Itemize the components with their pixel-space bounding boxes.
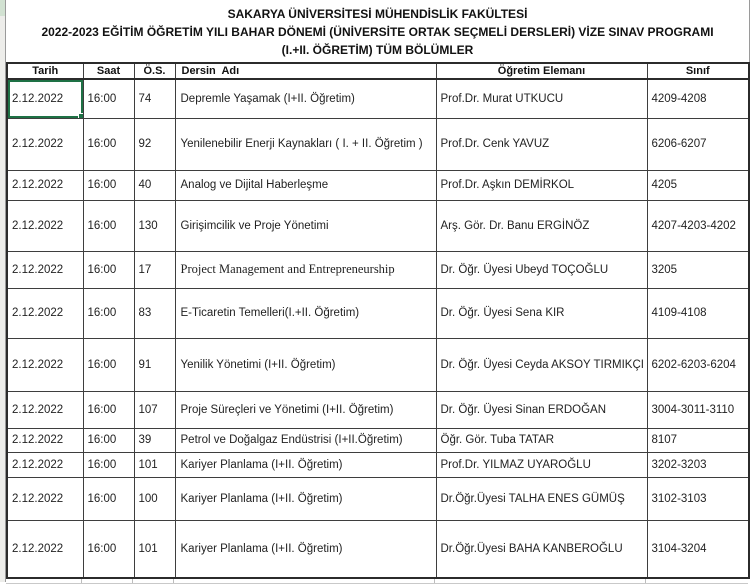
header-saat[interactable]: Saat <box>83 63 134 79</box>
cell-tarih[interactable]: 2.12.2022 <box>7 391 83 428</box>
cell-ogretim-elemani[interactable]: Öğr. Gör. Tuba TATAR <box>436 428 647 452</box>
cell-dersin-adi[interactable]: Analog ve Dijital Haberleşme <box>175 170 436 200</box>
partial-cell <box>435 579 646 583</box>
cell-dersin-adi[interactable]: Kariyer Planlama (I+II. Öğretim) <box>175 452 436 477</box>
cell-ogretim-elemani[interactable]: Dr. Öğr. Üyesi Sena KIR <box>436 288 647 338</box>
cell-saat[interactable]: 16:00 <box>83 477 134 520</box>
table-row <box>7 477 749 520</box>
cell-ogretim-elemani[interactable]: Prof.Dr. Murat UTKUCU <box>436 79 647 118</box>
cell-tarih[interactable]: 2.12.2022 <box>7 79 83 118</box>
cell-saat[interactable]: 16:00 <box>83 520 134 578</box>
cell-ogretim-elemani[interactable]: Dr. Öğr. Üyesi Ceyda AKSOY TIRMIKÇI <box>436 338 647 391</box>
cell-ogretim-elemani[interactable]: Prof.Dr. YILMAZ UYAROĞLU <box>436 452 647 477</box>
cell-os[interactable]: 91 <box>134 338 175 391</box>
cell-dersin-adi[interactable]: Petrol ve Doğalgaz Endüstrisi (I+II.Öğretim) <box>175 428 436 452</box>
cell-os[interactable]: 74 <box>134 79 175 118</box>
cell-sinif[interactable]: 4109-4108 <box>647 288 749 338</box>
cell-saat[interactable]: 16:00 <box>83 118 134 170</box>
cell-sinif[interactable]: 4209-4208 <box>647 79 749 118</box>
table-row <box>7 170 749 200</box>
cell-dersin-adi[interactable]: Girişimcilik ve Proje Yönetimi <box>175 200 436 251</box>
title-line-2: 2022-2023 EĞİTİM ÖĞRETİM YILI BAHAR DÖNEMİ (ÜNİVERSİTE ORTAK SEÇMELİ DERSLERİ) VİZE SINAV PROGRAMI <box>41 25 714 39</box>
title-line-3: (I.+II. ÖĞRETİM) TÜM BÖLÜMLER <box>281 43 474 57</box>
cell-sinif[interactable]: 6202-6203-6204 <box>647 338 749 391</box>
table-row <box>7 200 749 251</box>
cell-sinif[interactable]: 4205 <box>647 170 749 200</box>
exam-schedule-table <box>6 62 750 579</box>
table-row <box>7 428 749 452</box>
cell-dersin-adi[interactable]: Yenilik Yönetimi (I+II. Öğretim) <box>175 338 436 391</box>
cell-os[interactable]: 17 <box>134 251 175 288</box>
table-row <box>7 338 749 391</box>
table-row <box>7 520 749 578</box>
table-row <box>7 251 749 288</box>
cell-saat[interactable]: 16:00 <box>83 170 134 200</box>
cell-dersin-adi[interactable]: Depremle Yaşamak (I+II. Öğretim) <box>175 79 436 118</box>
cell-saat[interactable]: 16:00 <box>83 251 134 288</box>
cell-sinif[interactable]: 3202-3203 <box>647 452 749 477</box>
header-sinif[interactable]: Sınıf <box>647 63 749 79</box>
cell-sinif[interactable]: 3102-3103 <box>647 477 749 520</box>
cell-dersin-adi[interactable]: Project Management and Entrepreneurship <box>175 251 436 288</box>
table-row <box>7 452 749 477</box>
table-row <box>7 79 749 118</box>
cell-sinif[interactable]: 6206-6207 <box>647 118 749 170</box>
partial-cell <box>646 579 748 583</box>
cell-ogretim-elemani[interactable]: Prof.Dr. Aşkın DEMİRKOL <box>436 170 647 200</box>
cell-ogretim-elemani[interactable]: Prof.Dr. Cenk YAVUZ <box>436 118 647 170</box>
partial-cell <box>6 579 82 583</box>
cell-ogretim-elemani[interactable]: Arş. Gör. Dr. Banu ERGİNÖZ <box>436 200 647 251</box>
cell-ogretim-elemani[interactable]: Dr. Öğr. Üyesi Ubeyd TOÇOĞLU <box>436 251 647 288</box>
header-os[interactable]: Ö.S. <box>134 63 175 79</box>
cell-os[interactable]: 100 <box>134 477 175 520</box>
cell-os[interactable]: 101 <box>134 452 175 477</box>
partial-cell <box>82 579 133 583</box>
cell-tarih[interactable]: 2.12.2022 <box>7 452 83 477</box>
cell-tarih[interactable]: 2.12.2022 <box>7 428 83 452</box>
table-row <box>7 391 749 428</box>
cell-saat[interactable]: 16:00 <box>83 391 134 428</box>
cell-dersin-adi[interactable]: Kariyer Planlama (I+II. Öğretim) <box>175 477 436 520</box>
cell-ogretim-elemani[interactable]: Dr. Öğr. Üyesi Sinan ERDOĞAN <box>436 391 647 428</box>
header-row <box>7 63 749 79</box>
adjacent-cell-sliver <box>0 0 5 16</box>
cell-tarih[interactable]: 2.12.2022 <box>7 520 83 578</box>
cell-os[interactable]: 107 <box>134 391 175 428</box>
cell-tarih[interactable]: 2.12.2022 <box>7 338 83 391</box>
cell-saat[interactable]: 16:00 <box>83 428 134 452</box>
cell-os[interactable]: 39 <box>134 428 175 452</box>
cell-os[interactable]: 130 <box>134 200 175 251</box>
cell-tarih[interactable]: 2.12.2022 <box>7 170 83 200</box>
header-dersin-adi[interactable]: Dersin Adı <box>175 63 436 79</box>
cell-sinif[interactable]: 3205 <box>647 251 749 288</box>
cell-tarih[interactable]: 2.12.2022 <box>7 288 83 338</box>
cell-sinif[interactable]: 4207-4203-4202 <box>647 200 749 251</box>
cell-dersin-adi[interactable]: Proje Süreçleri ve Yönetimi (I+II. Öğretim) <box>175 391 436 428</box>
table-row <box>7 288 749 338</box>
header-ogretim-elemani[interactable]: Öğretim Elemanı <box>436 63 647 79</box>
cell-saat[interactable]: 16:00 <box>83 338 134 391</box>
exam-table-body <box>7 79 749 578</box>
cell-ogretim-elemani[interactable]: Dr.Öğr.Üyesi TALHA ENES GÜMÜŞ <box>436 477 647 520</box>
cell-tarih[interactable]: 2.12.2022 <box>7 251 83 288</box>
cell-tarih[interactable]: 2.12.2022 <box>7 200 83 251</box>
title-line-1: SAKARYA ÜNİVERSİTESİ MÜHENDİSLİK FAKÜLTESİ <box>227 7 528 21</box>
cell-ogretim-elemani[interactable]: Dr.Öğr.Üyesi BAHA KANBEROĞLU <box>436 520 647 578</box>
fill-handle[interactable] <box>78 113 84 119</box>
cell-dersin-adi[interactable]: Yenilenebilir Enerji Kaynakları ( I. + II. Öğretim ) <box>175 118 436 170</box>
partial-cell <box>174 579 435 583</box>
cell-dersin-adi[interactable]: E-Ticaretin Temelleri(I.+II. Öğretim) <box>175 288 436 338</box>
cell-tarih[interactable]: 2.12.2022 <box>7 477 83 520</box>
cell-saat[interactable]: 16:00 <box>83 200 134 251</box>
document-title[interactable] <box>6 0 750 62</box>
cell-saat[interactable]: 16:00 <box>83 288 134 338</box>
cell-saat[interactable]: 16:00 <box>83 79 134 118</box>
cell-saat[interactable]: 16:00 <box>83 452 134 477</box>
partial-cell <box>133 579 174 583</box>
cell-os[interactable]: 83 <box>134 288 175 338</box>
table-row <box>7 118 749 170</box>
header-tarih[interactable]: Tarih <box>7 63 83 79</box>
cell-sinif[interactable]: 3004-3011-3110 <box>647 391 749 428</box>
cell-os[interactable]: 101 <box>134 520 175 578</box>
cell-tarih[interactable]: 2.12.2022 <box>7 118 83 170</box>
cell-os[interactable]: 92 <box>134 118 175 170</box>
cell-dersin-adi[interactable]: Kariyer Planlama (I+II. Öğretim) <box>175 520 436 578</box>
cell-sinif[interactable]: 3104-3204 <box>647 520 749 578</box>
cell-sinif[interactable]: 8107 <box>647 428 749 452</box>
worksheet-content <box>6 0 750 582</box>
cell-os[interactable]: 40 <box>134 170 175 200</box>
